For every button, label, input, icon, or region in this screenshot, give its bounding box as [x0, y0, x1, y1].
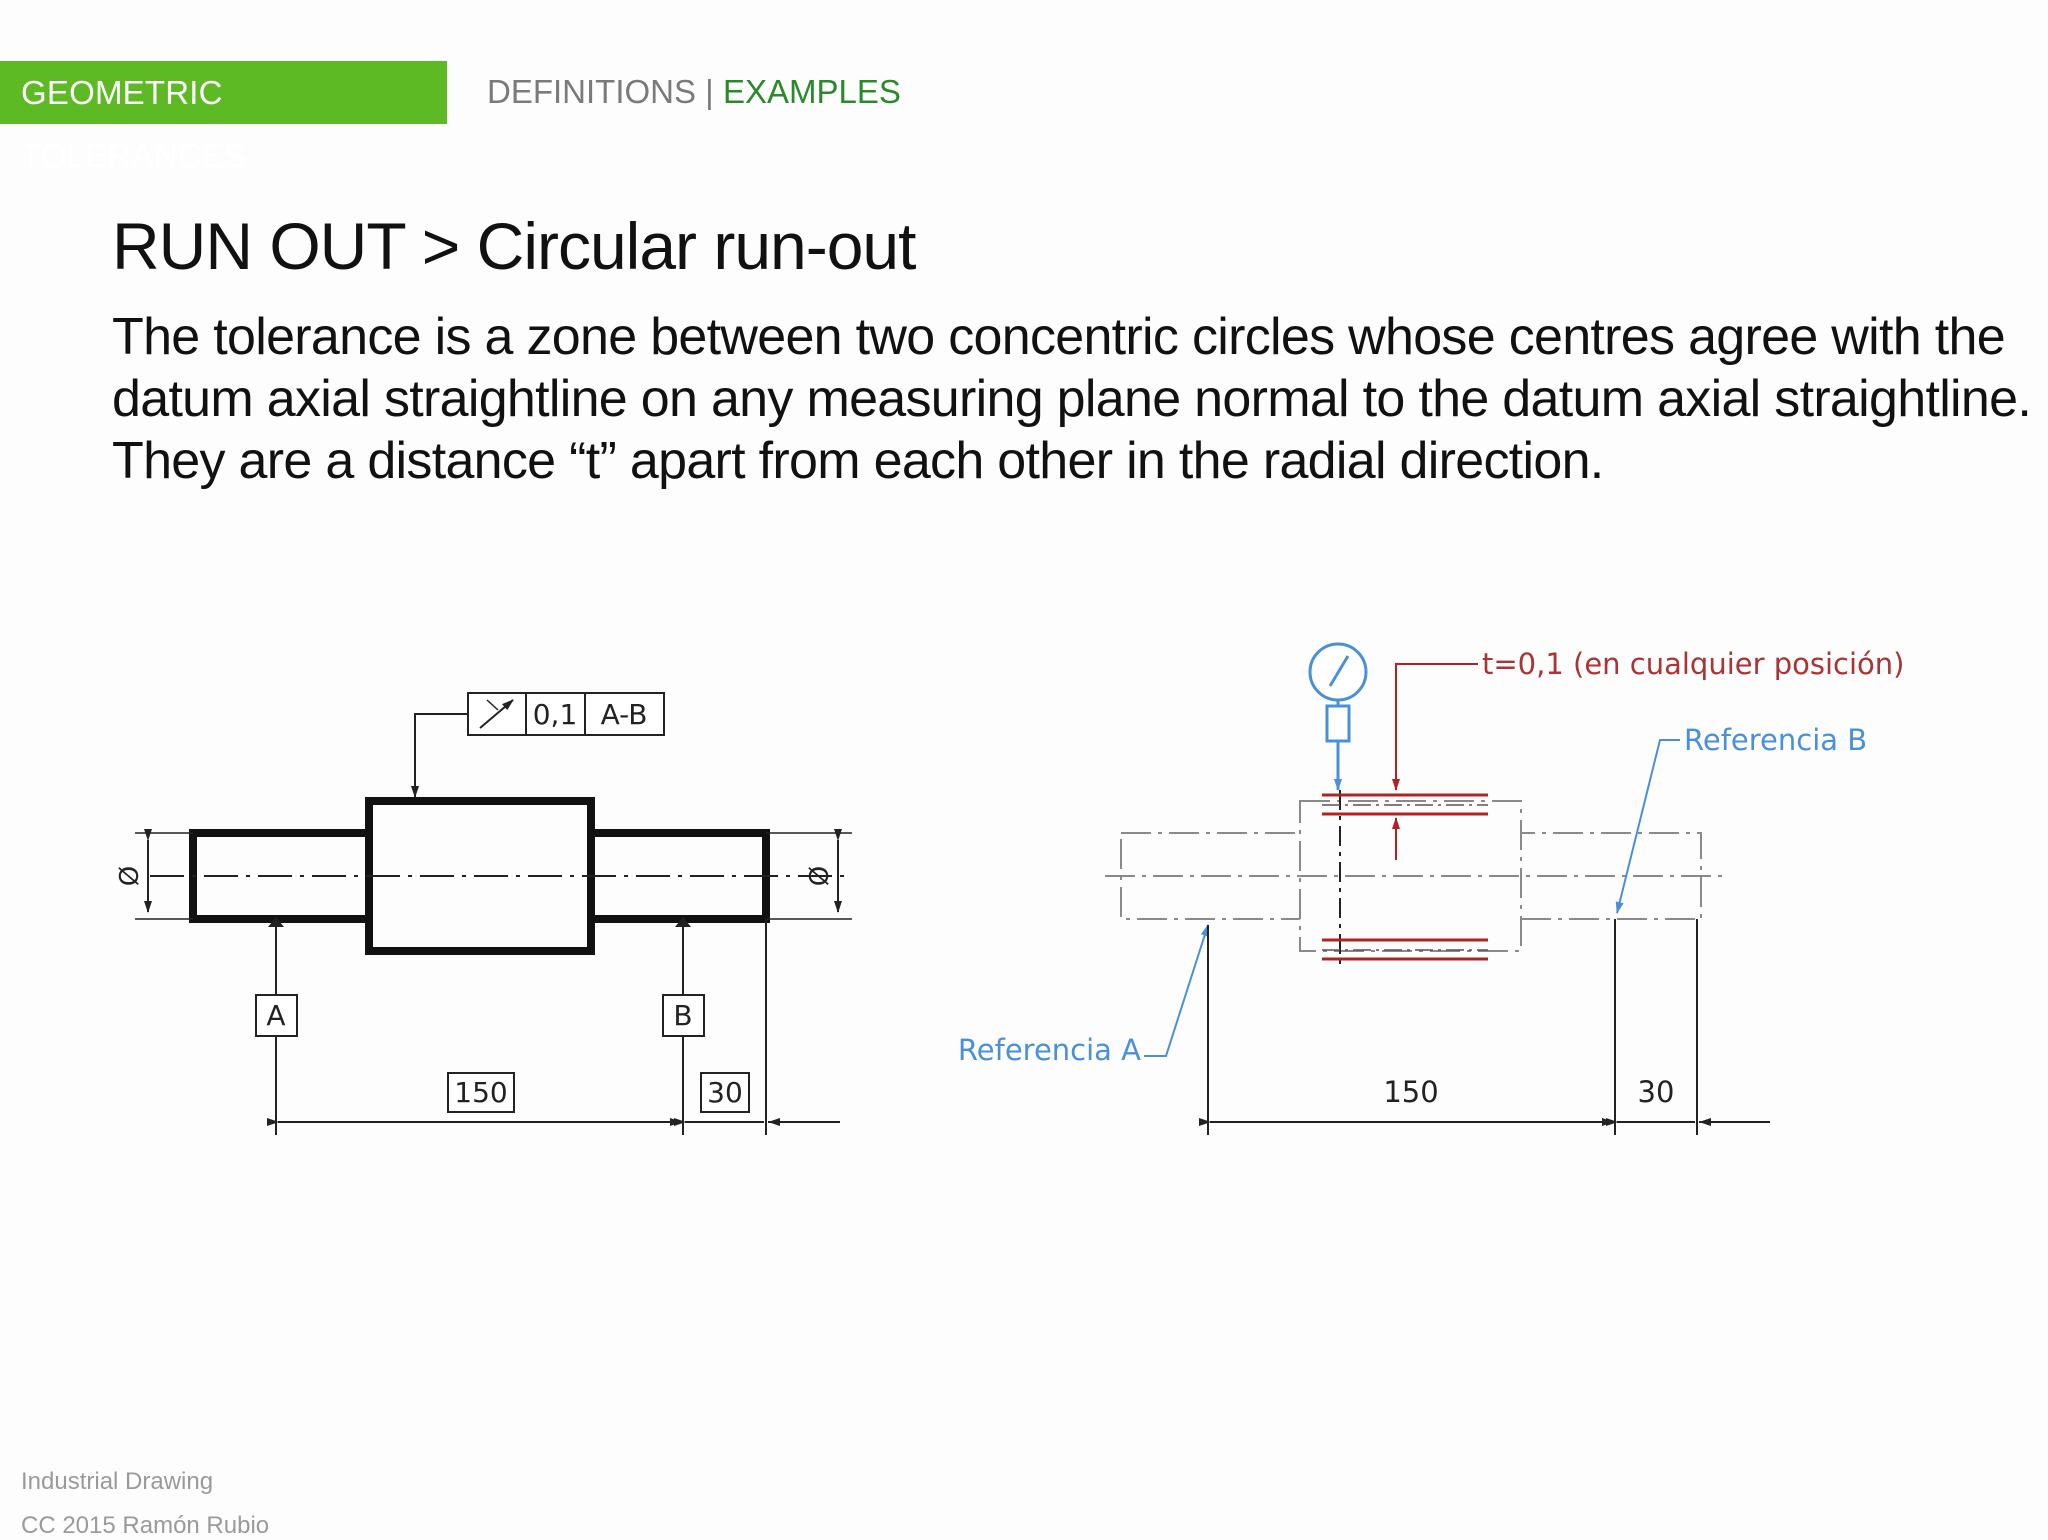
frame-leader [415, 714, 468, 797]
ref-b-leader [1617, 740, 1680, 913]
tolerance-note: t=0,1 (en cualquier posición) [1482, 647, 1905, 681]
nav-definitions[interactable]: DEFINITIONS [487, 73, 697, 110]
diameter-right: Ø [805, 865, 835, 887]
ref-a-leader [1144, 925, 1208, 1056]
description-line-3: They are a distance “t” apart from each other in the radial direction. [112, 432, 1604, 490]
nav-examples[interactable]: EXAMPLES [722, 73, 901, 110]
dim-150-label: 150 [454, 1076, 508, 1109]
section-tag: GEOMETRIC TOLERANCES [0, 61, 447, 124]
datum-b [663, 917, 704, 1135]
description-line-2: datum axial straightline on any measuring plane normal to the datum axial straightline. [112, 370, 2032, 428]
measurement-drawing [958, 644, 1905, 1135]
datum-b-label: B [673, 999, 693, 1032]
datum-a [256, 917, 297, 1135]
diameter-left: Ø [115, 865, 145, 887]
ref-b-label: Referencia B [1684, 723, 1868, 757]
page-title: RUN OUT > Circular run-out [112, 209, 916, 283]
right-dim-30-label: 30 [1637, 1075, 1675, 1109]
footer-credit: CC 2015 Ramón Rubio [21, 1512, 270, 1539]
description-line-1: The tolerance is a zone between two concentric circles whose centres agree with the [112, 308, 2005, 366]
footer-course: Industrial Drawing [21, 1468, 214, 1495]
frame-value: 0,1 [532, 698, 578, 731]
right-dim-150-label: 150 [1383, 1075, 1439, 1109]
frame-datum: A-B [600, 698, 648, 731]
datum-a-label: A [266, 999, 286, 1032]
ref-a-label: Referencia A [957, 1033, 1141, 1067]
dial-gauge-icon [1310, 644, 1366, 790]
nav-separator: | [696, 73, 723, 110]
dim-30-label: 30 [707, 1076, 743, 1109]
shaft-drawing [115, 693, 852, 1135]
